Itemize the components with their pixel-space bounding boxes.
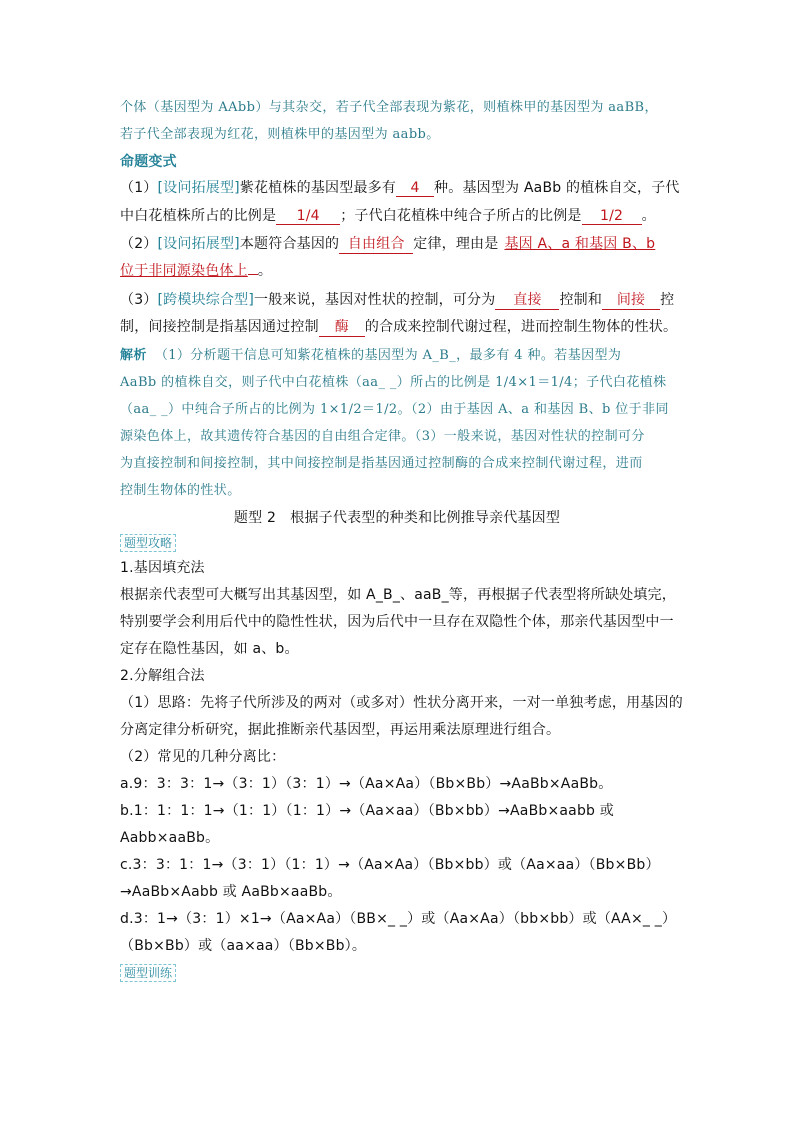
ratio-line: Aabb×aaBb。: [120, 830, 220, 846]
question-tag: [设问拓展型]: [157, 180, 240, 196]
analysis-line: AaBb 的植株自交，则子代中白花植株（aa_ _）所占的比例是 1/4×1＝1/4；子代白花植株: [120, 375, 667, 390]
answer-blank: 自由组合: [339, 233, 413, 254]
question-text: 。: [641, 208, 656, 224]
question-text: 种。基因型为 AaBb 的植株自交，子代: [434, 180, 680, 196]
question-text: 定律，理由是: [413, 236, 499, 252]
question-2-line-1: [120, 233, 684, 254]
answer-blank: 4: [396, 180, 434, 197]
answer-blank: 酶: [319, 316, 365, 337]
section-title: 题型 2 根据子代表型的种类和比例推导亲代基因型: [233, 510, 561, 526]
ratio-line: d.3：1→（3：1）×1→（Aa×Aa）（BB×_ _）或（Aa×Aa）（bb×bb）或（AA×_ _）: [120, 911, 677, 927]
question-tag: [跨模块综合型]: [157, 292, 255, 308]
badge-row: [120, 962, 684, 982]
question-text: ；子代白花植株中纯合子所占的比例是: [340, 208, 582, 224]
question-3-line-1: [120, 289, 684, 310]
answer-blank: 1/4: [276, 208, 340, 225]
ratio-line: a.9：3：3：1→（3：1）（3：1）→（Aa×Aa）（Bb×Bb）→AaBb×AaBb。: [120, 776, 613, 792]
question-text: 一般来说，基因对性状的控制，可分为: [254, 292, 496, 308]
question-text: 制，间接控制是指基因通过控制: [120, 319, 319, 335]
question-text: 。: [257, 263, 273, 279]
strategy-badge: 题型攻略: [120, 534, 176, 552]
answer-blank: 位于非同源染色体上: [120, 263, 248, 279]
subsection-heading: 2.分解组合法: [120, 668, 205, 684]
training-badge: 题型训练: [120, 964, 176, 982]
question-3-line-2: [120, 316, 684, 337]
paragraph-line: 定存在隐性基因，如 a、b。: [120, 641, 299, 657]
question-text: 控: [660, 292, 675, 308]
analysis-line: [120, 344, 684, 363]
question-2-line-2: [120, 260, 684, 280]
question-tag: [设问拓展型]: [157, 236, 240, 252]
question-text: 本题符合基因的: [239, 236, 340, 252]
paragraph-line: 根据亲代表型可大概写出其基因型，如 A_B_、aaB_等，再根据子代表型将所缺处填完，: [120, 587, 676, 603]
ratio-line: →AaBb×Aabb 或 AaBb×aaBb。: [120, 884, 342, 900]
ratio-line: （Bb×Bb）或（aa×aa）（Bb×Bb）。: [120, 938, 367, 954]
question-number: （1）: [120, 180, 158, 196]
question-text: 的合成来控制代谢过程，进而控制生物体的性状。: [364, 319, 678, 335]
explanation-line: 若子代全部表现为红花，则植株甲的基因型为 aabb。: [120, 127, 440, 142]
badge-row: [120, 532, 684, 552]
paragraph-line: 分离定律分析研究，据此推断亲代基因型，再运用乘法原理进行组合。: [120, 722, 561, 738]
question-text: 中白花植株所占的比例是: [120, 208, 277, 224]
analysis-line: 源染色体上，故其遗传符合基因的自由组合定律。（3）一般来说，基因对性状的控制可分: [120, 429, 645, 444]
question-1-line-1: [120, 177, 684, 197]
paragraph-line: 特别要学会利用后代中的隐性性状，因为后代中一旦存在双隐性个体，那亲代基因型中一: [120, 614, 674, 630]
paragraph-line: （1）思路：先将子代所涉及的两对（或多对）性状分离开来，一对一单独考虑，用基因的: [120, 695, 683, 711]
analysis-text: （1）分析题干信息可知紫花植株的基因型为 A_B_，最多有 4 种。若基因型为: [154, 348, 622, 363]
ratio-line: b.1：1：1：1→（1：1）（1：1）→（Aa×aa）（Bb×bb）→AaBb×aabb 或: [120, 803, 614, 819]
explanation-line: 个体（基因型为 AAbb）与其杂交，若子代全部表现为紫花，则植株甲的基因型为 aaBB，: [120, 100, 658, 115]
analysis-line: 控制生物体的性状。: [120, 483, 241, 498]
question-number: （2）: [120, 236, 158, 252]
analysis-line: （aa_ _）中纯合子所占的比例为 1×1/2＝1/2。（2）由于基因 A、a 和基因 B、b 位于非同: [120, 402, 669, 417]
answer-blank: 直接: [495, 289, 559, 310]
ratio-line: c.3：3：1：1→（3：1）（1：1）→（Aa×Aa）（Bb×bb）或（Aa×aa）（Bb×Bb）: [120, 857, 660, 873]
question-text: 控制和: [559, 292, 603, 308]
question-number: （3）: [120, 292, 158, 308]
subsection-heading: 1.基因填充法: [120, 560, 205, 576]
section-heading: 命题变式: [120, 154, 177, 170]
answer-blank: 1/2: [582, 208, 642, 225]
paragraph-line: （2）常见的几种分离比：: [120, 749, 286, 765]
question-text: 紫花植株的基因型最多有: [239, 180, 397, 196]
analysis-line: 为直接控制和间接控制，其中间接控制是指基因通过控制酶的合成来控制代谢过程，进而: [120, 456, 643, 471]
answer-blank: 基因 A、a 和基因 B、b: [504, 236, 656, 252]
answer-blank: 间接: [602, 289, 660, 310]
question-1-line-2: [120, 205, 684, 225]
analysis-label: 解析: [120, 348, 147, 363]
